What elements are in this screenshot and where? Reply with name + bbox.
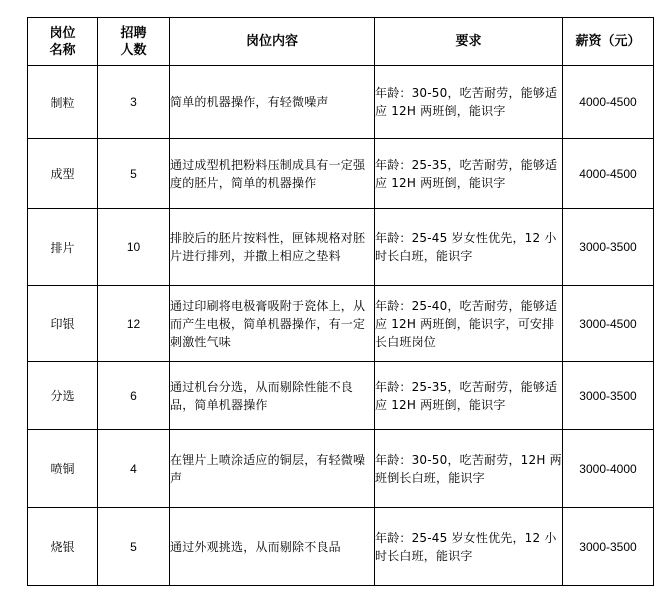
job-content-cell: 通过印刷将电极膏吸附于瓷体上，从而产生电极，简单机器操作，有一定刺激性气味 [170,286,375,362]
job-content-cell: 排胶后的胚片按料性，匣钵规格对胚片进行排列，并撒上相应之垫料 [170,209,375,286]
header-hiring-count: 招聘 人数 [98,18,170,66]
table-row [28,66,654,139]
header-position-name: 岗位 名称 [28,18,98,66]
salary-cell: 4000-4500 [563,66,654,139]
position-name-cell: 印银 [28,286,98,362]
position-name-cell: 喷铜 [28,430,98,508]
salary-cell: 3000-4000 [563,430,654,508]
position-name-cell: 分选 [28,362,98,430]
table-row [28,139,654,209]
requirement-cell: 年龄：25-40，吃苦耐劳，能够适应 12H 两班倒，能识字，可安排长白班岗位 [375,286,563,362]
salary-cell: 3000-3500 [563,209,654,286]
position-name-cell: 成型 [28,139,98,209]
requirement-cell: 年龄：25-35，吃苦耐劳，能够适应 12H 两班倒，能识字 [375,362,563,430]
salary-cell: 3000-3500 [563,362,654,430]
requirement-cell: 年龄：25-45 岁女性优先，12 小时长白班，能识字 [375,508,563,586]
job-content-cell: 简单的机器操作，有轻微噪声 [170,66,375,139]
job-content-cell: 通过机台分选，从而剔除性能不良品，简单机器操作 [170,362,375,430]
requirement-cell: 年龄：30-50，吃苦耐劳，12H 两班倒长白班，能识字 [375,430,563,508]
table-row [28,286,654,362]
requirement-cell: 年龄：30-50，吃苦耐劳，能够适应 12H 两班倒，能识字 [375,66,563,139]
position-name-cell: 制粒 [28,66,98,139]
header-job-content: 岗位内容 [170,18,375,66]
hiring-count-cell: 5 [98,139,170,209]
hiring-count-cell: 6 [98,362,170,430]
header-salary: 薪资（元） [563,18,654,66]
hiring-count-cell: 4 [98,430,170,508]
salary-cell: 3000-3500 [563,508,654,586]
table-row [28,209,654,286]
header-requirement: 要求 [375,18,563,66]
requirement-cell: 年龄：25-45 岁女性优先，12 小时长白班，能识字 [375,209,563,286]
salary-cell: 4000-4500 [563,139,654,209]
header-row [28,18,654,66]
table-row [28,508,654,586]
job-content-cell: 通过外观挑选，从而剔除不良品 [170,508,375,586]
hiring-count-cell: 12 [98,286,170,362]
table-row [28,362,654,430]
position-name-cell: 排片 [28,209,98,286]
requirement-cell: 年龄：25-35，吃苦耐劳，能够适应 12H 两班倒，能识字 [375,139,563,209]
hiring-count-cell: 5 [98,508,170,586]
job-content-cell: 在锂片上喷涂适应的铜层，有轻微噪声 [170,430,375,508]
table-row [28,430,654,508]
hiring-count-cell: 10 [98,209,170,286]
job-content-cell: 通过成型机把粉料压制成具有一定强度的胚片，简单的机器操作 [170,139,375,209]
salary-cell: 3000-4500 [563,286,654,362]
recruitment-table [27,17,654,586]
hiring-count-cell: 3 [98,66,170,139]
position-name-cell: 烧银 [28,508,98,586]
